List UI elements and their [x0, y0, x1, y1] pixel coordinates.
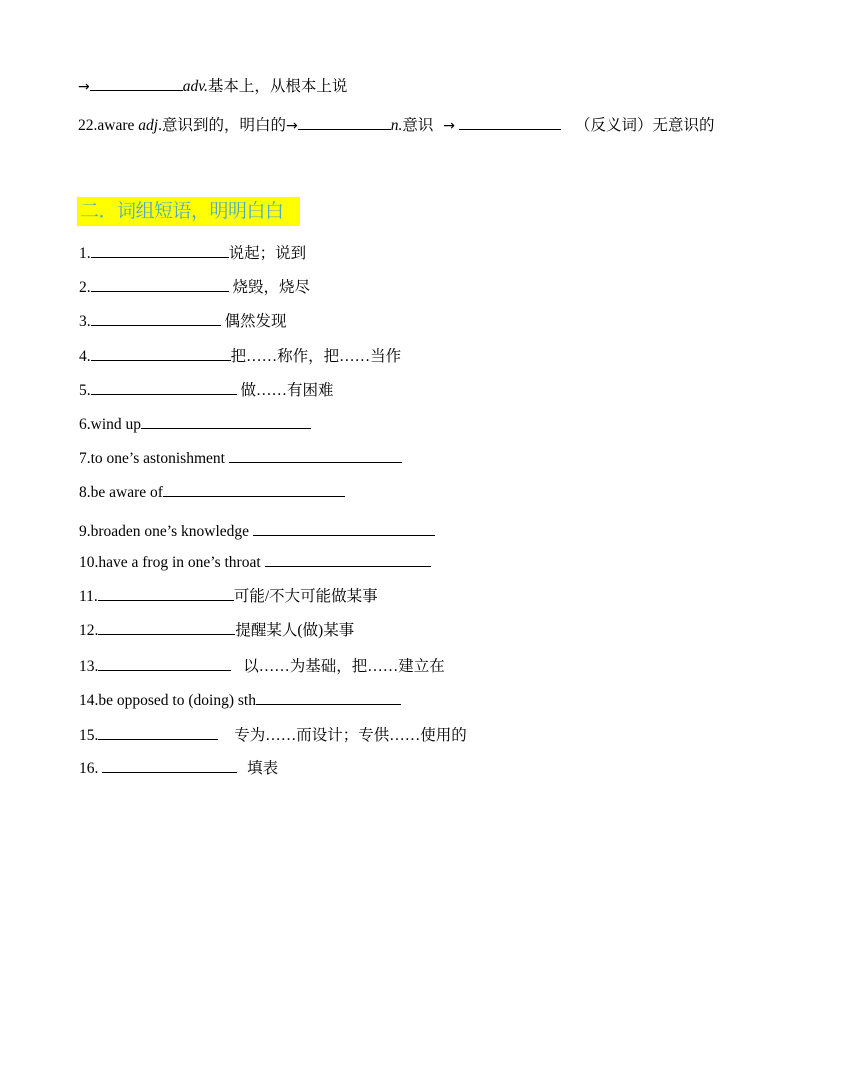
answer-blank[interactable] [91, 243, 229, 258]
phrase-number: 10.have a frog in one’s throat [79, 554, 265, 571]
phrase-meaning: 提醒某人(做)某事 [235, 622, 355, 639]
phrase-item [79, 552, 431, 573]
phrase-number: 7.to one’s astonishment [79, 450, 229, 467]
answer-blank[interactable] [163, 482, 345, 497]
answer-blank[interactable] [102, 758, 237, 773]
answer-blank[interactable] [91, 346, 231, 361]
answer-blank[interactable] [98, 620, 235, 635]
arrow-icon: → [78, 79, 90, 95]
phrase-number: 12. [79, 622, 99, 639]
phrase-number: 11. [79, 588, 98, 605]
section-heading: 二．词组短语，明明白白 [77, 197, 300, 226]
phrase-number: 8.be aware of [79, 484, 163, 501]
phrase-item [79, 482, 345, 503]
meaning-text: 基本上，从根本上说 [207, 78, 348, 95]
phrase-meaning: 专为……而设计；专供……使用的 [230, 727, 467, 744]
answer-blank[interactable] [98, 586, 234, 601]
phrase-item [79, 690, 401, 711]
phrase-item [79, 725, 467, 746]
answer-blank[interactable] [298, 115, 391, 130]
phrase-item [79, 243, 306, 264]
phrase-number: 4. [79, 348, 91, 365]
phrase-item [79, 586, 378, 607]
answer-blank[interactable] [98, 725, 218, 740]
phrase-number: 5. [79, 382, 91, 399]
phrase-item [79, 414, 311, 435]
word-derivation-line-22 [78, 115, 714, 136]
phrase-meaning: 说起；说到 [228, 245, 307, 262]
phrase-item [79, 346, 401, 367]
answer-blank[interactable] [265, 552, 431, 567]
phrase-number: 1. [79, 245, 91, 262]
phrase-meaning: 把……称作，把……当作 [230, 348, 402, 365]
phrase-meaning: 偶然发现 [220, 313, 287, 330]
phrase-number: 2. [79, 279, 91, 296]
arrow-icon: → [285, 118, 298, 134]
phrase-item [79, 448, 402, 469]
phrase-number: 16. [79, 760, 103, 777]
answer-blank[interactable] [141, 414, 311, 429]
phrase-meaning: 填表 [243, 760, 279, 777]
answer-blank[interactable] [229, 448, 402, 463]
phrase-meaning: 烧毁，烧尽 [228, 279, 311, 296]
part-of-speech: n. [390, 117, 403, 134]
antonym-note: （反义词）无意识的 [574, 117, 715, 134]
phrase-item [79, 620, 354, 641]
word-text: 22.aware [78, 117, 139, 134]
answer-blank[interactable] [90, 76, 183, 91]
phrase-number: 15. [79, 727, 99, 744]
phrase-number: 3. [79, 313, 91, 330]
phrase-number: 13. [79, 658, 99, 675]
answer-blank[interactable] [91, 380, 237, 395]
meaning-text: 意识 [402, 117, 438, 134]
phrase-meaning: 以……为基础，把……建立在 [239, 658, 445, 675]
phrase-item [79, 656, 445, 677]
phrase-item [79, 277, 310, 298]
phrase-item [79, 380, 334, 401]
phrase-number: 6.wind up [79, 416, 141, 433]
answer-blank[interactable] [98, 656, 231, 671]
phrase-item [79, 521, 435, 542]
arrow-icon: → [443, 118, 455, 134]
phrase-number: 9.broaden one’s knowledge [79, 523, 253, 540]
answer-blank[interactable] [253, 521, 435, 536]
phrase-meaning: 可能/不大可能做某事 [233, 588, 378, 605]
part-of-speech: adv. [182, 78, 208, 95]
part-of-speech: adj [138, 117, 159, 134]
meaning-text: .意识到的，明白的 [158, 117, 286, 134]
phrase-number: 14.be opposed to (doing) sth [79, 692, 256, 709]
answer-blank[interactable] [91, 311, 221, 326]
phrase-item [79, 311, 287, 332]
phrase-item [79, 758, 278, 779]
answer-blank[interactable] [256, 690, 401, 705]
phrase-meaning: 做……有困难 [236, 382, 334, 399]
answer-blank[interactable] [459, 115, 561, 130]
answer-blank[interactable] [91, 277, 229, 292]
word-derivation-line [78, 76, 347, 97]
